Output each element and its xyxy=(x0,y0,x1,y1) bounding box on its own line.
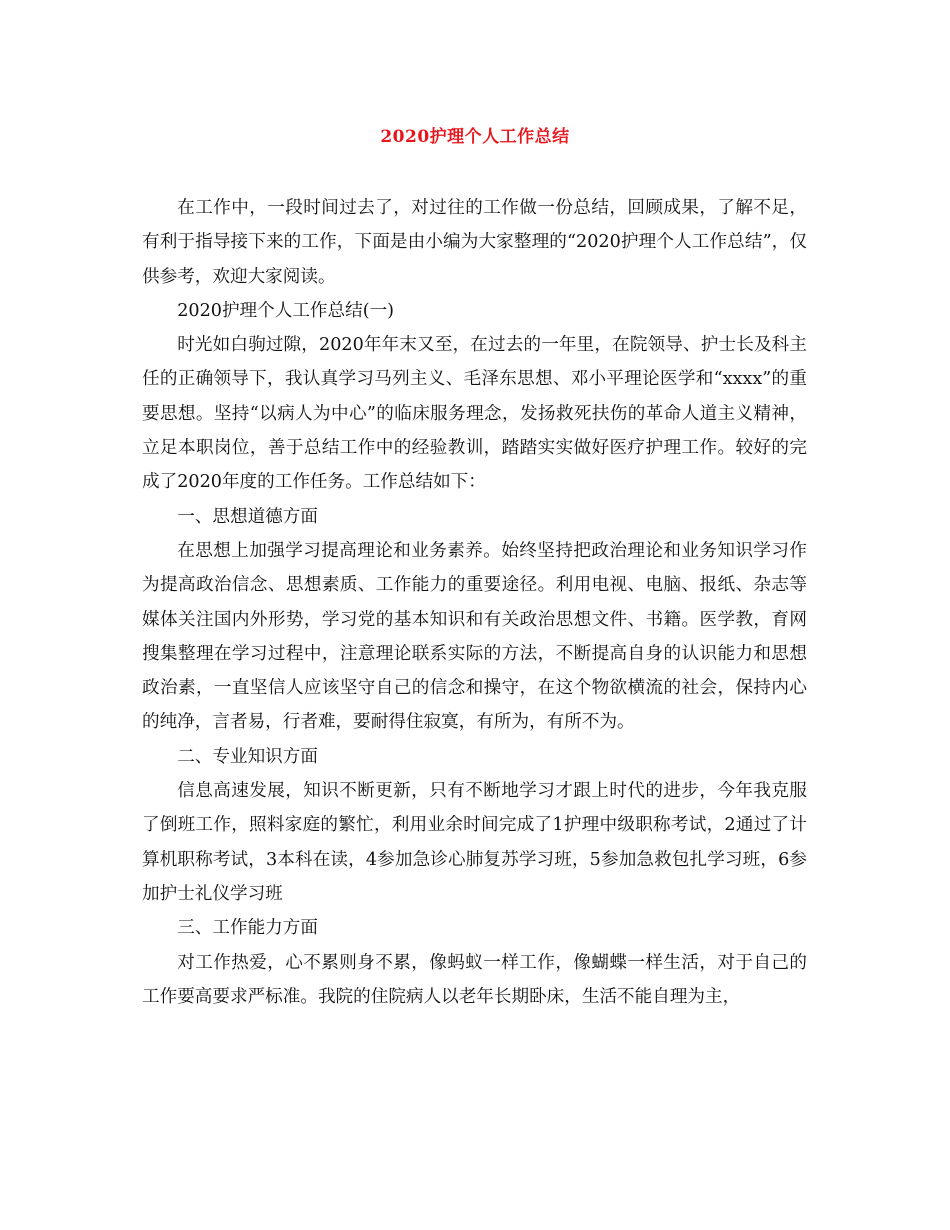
ideology-paragraph: 在思想上加强学习提高理论和业务素养。始终坚持把政治理论和业务知识学习作为提高政治信念、思想素质、工作能力的重要途径。利用电视、电脑、报纸、杂志等媒体关注国内外形势，学习党的基本知识和有关政治思想文件、书籍。医学教，育网搜集整理在学习过程中，注意理论联系实际的方法，不断提高自身的认识能力和思想政治素，一直坚信人应该坚守自己的信念和操守，在这个物欲横流的社会，保持内心的纯净，言者易，行者难，要耐得住寂寞，有所为，有所不为。 xyxy=(142,540,807,733)
intro-paragraph: 在工作中，一段时间过去了，对过往的工作做一份总结，回顾成果，了解不足，有利于指导接下来的工作，下面是由小编为大家整理的“2020护理个人工作总结”，仅供参考，欢迎大家阅读。 xyxy=(142,198,807,287)
section-heading-ability: 三、工作能力方面 xyxy=(177,918,318,939)
knowledge-paragraph: 信息高速发展，知识不断更新，只有不断地学习才跟上时代的进步，今年我克服了倒班工作，照料家庭的繁忙，利用业余时间完成了1护理中级职称考试，2通过了计算机职称考试，3本科在读，4参加急诊心肺复苏学习班，5参加急救包扎学习班，6参加护士礼仪学习班 xyxy=(142,781,807,904)
opening-paragraph: 时光如白驹过隙，2020年年末又至，在过去的一年里，在院领导、护士长及科主任的正确领导下，我认真学习马列主义、毛泽东思想、邓小平理论医学和“xxxx”的重要思想。坚持“以病人为中心”的临床服务理念，发扬救死扶伤的革命人道主义精神，立足本职岗位，善于总结工作中的经验教训，踏踏实实做好医疗护理工作。较好的完成了2020年度的工作任务。工作总结如下： xyxy=(142,335,807,493)
document-body xyxy=(142,191,807,1014)
document-title: 2020护理个人工作总结 xyxy=(380,127,570,147)
ability-paragraph: 对工作热爱，心不累则身不累，像蚂蚁一样工作，像蝴蝶一样生活，对于自己的工作要高要求严标准。我院的住院病人以老年长期卧床，生活不能自理为主， xyxy=(142,952,807,1007)
section-heading-part-one: 2020护理个人工作总结(一) xyxy=(177,300,395,321)
section-heading-knowledge: 二、专业知识方面 xyxy=(177,746,318,767)
section-heading-ideology: 一、思想道德方面 xyxy=(177,506,318,527)
